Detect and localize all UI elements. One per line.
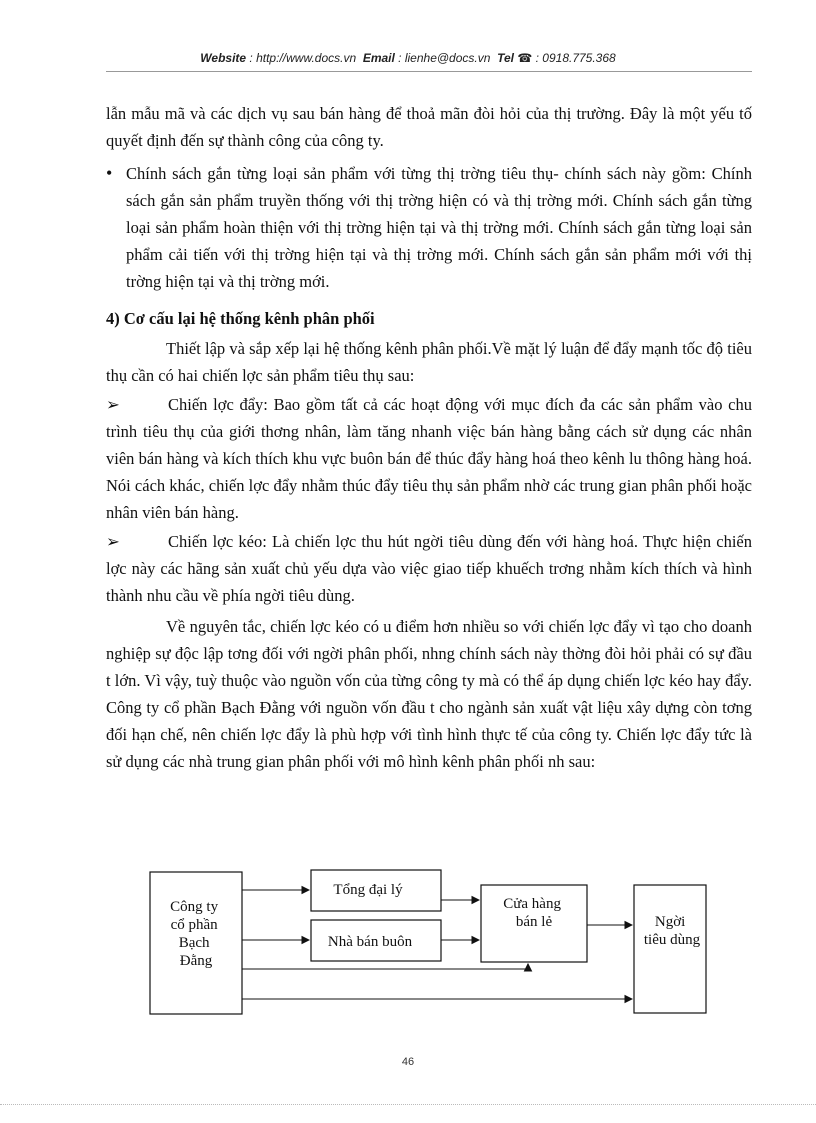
section-heading: 4) Cơ cấu lại hệ thống kênh phân phối: [106, 309, 375, 328]
paragraph-principle: Về nguyên tắc, chiến lợc kéo có u điểm hơn nhiều so với chiến lợc đẩy vì tạo cho doanh nghiệp sự độc lập tơng đối với ngời phân phối, nhng chính sách này thờng đòi hỏi phải có sự đầu t lớn. Vì vậy, tuỳ thuộc vào nguồn vốn của từng công ty mà có thể áp dụng chiến lợc kéo hay đẩy. Công ty cổ phần Bạch Đằng với nguồn vốn đầu t cho ngành sản xuất vật liệu xây dựng còn tơng đối hạn chế, nên chiến lợc đẩy là phù hợp với tình hình thực tế của công ty. Chiến lợc đẩy tức là sử dụng các nhà trung gian phân phối với mô hình kênh phân phối nh sau:: [106, 617, 752, 771]
distribution-channel-diagram: [148, 854, 708, 1019]
consumer-label-1: Ngời: [654, 914, 686, 930]
company-label-3: Bạch: [178, 935, 210, 951]
arrow-bullet-icon: ➢: [106, 532, 120, 551]
bullet-item: [106, 160, 752, 295]
website-value: : http://www.docs.vn: [249, 51, 357, 65]
retail-label-1: Cửa hàng: [503, 896, 561, 912]
company-label-1: Công ty: [170, 899, 219, 915]
arrow-company-to-retail: [242, 964, 528, 969]
arrow-text-pull: [106, 528, 752, 609]
page-header: [0, 51, 816, 65]
website-label: Website: [200, 51, 247, 65]
page-number: 46: [401, 1056, 415, 1068]
arrow-item-push: [106, 391, 752, 526]
retail-label-2: bán lẻ: [515, 914, 553, 930]
document-body: [106, 100, 752, 775]
wholesaler-label: Nhà bán buôn: [327, 934, 413, 950]
tel-label: Tel: [497, 51, 514, 65]
email-label: Email: [362, 51, 395, 65]
email-value: : lienhe@docs.vn: [398, 51, 491, 65]
header-divider: [106, 71, 752, 72]
tel-value: : 0918.775.368: [535, 51, 616, 65]
footer-divider: [0, 1104, 816, 1106]
pull-strategy-text: Chiến lợc kéo: Là chiến lợc thu hút ngời tiêu dùng đến với hàng hoá. Thực hiện chiến lợc này các hãng sản xuất chủ yếu dựa vào việc giao tiếp khuếch trơng nhằm kích thích và hình thành nhu cầu về phía ngời tiêu dùng.: [106, 532, 752, 605]
push-strategy-text: Chiến lợc đẩy: Bao gồm tất cả các hoạt động với mục đích đa các sản phẩm vào chu trình tiêu thụ của giới thơng nhân, làm tăng nhanh việc bán hàng bằng cách sử dụng các nhân viên bán hàng và kích thích khu vực buôn bán để thúc đẩy hàng hoá theo kênh lu thông hàng hoá. Nói cách khác, chiến lợc đẩy nhằm thúc đẩy tiêu thụ sản phẩm nhờ các trung gian phân phối hoặc nhân viên bán hàng.: [106, 395, 752, 522]
company-label-4: Đằng: [179, 953, 213, 969]
company-label-2: cổ phần: [170, 917, 218, 933]
phone-icon: ☎: [517, 51, 533, 65]
paragraph-intro: lẫn mẫu mã và các dịch vụ sau bán hàng để thoả mãn đòi hỏi của thị trường. Đây là một yếu tố quyết định đến sự thành công của công ty.: [106, 104, 752, 150]
arrow-item-pull: [106, 528, 752, 609]
general-agent-label: Tổng đại lý: [333, 882, 403, 898]
bullet-icon: •: [106, 163, 113, 183]
arrow-text-push: [106, 391, 752, 526]
bullet-text: Chính sách gắn từng loại sản phẩm với từng thị trờng tiêu thụ- chính sách này gồm: Chính sách gắn sản phẩm truyền thống với thị trờng hiện có và thị trờng mới. Chính sách gắn từng loại sản phẩm hoàn thiện với thị trờng hiện tại và thị trờng mới. Chính sách gắn từng loại sản phẩm cải tiến với thị trờng hiện tại và thị trờng mới. Chính sách gắn sản phẩm mới với thị trờng hiện tại và thị trờng mới.: [126, 164, 752, 291]
arrow-bullet-icon: ➢: [106, 395, 120, 414]
consumer-box: [634, 885, 706, 1013]
consumer-label-2: tiêu dùng: [643, 932, 701, 948]
paragraph-channels: Thiết lập và sắp xếp lại hệ thống kênh phân phối.Về mặt lý luận để đẩy mạnh tốc độ tiêu thụ cần có hai chiến lợc sản phẩm tiêu thụ sau:: [106, 339, 752, 385]
